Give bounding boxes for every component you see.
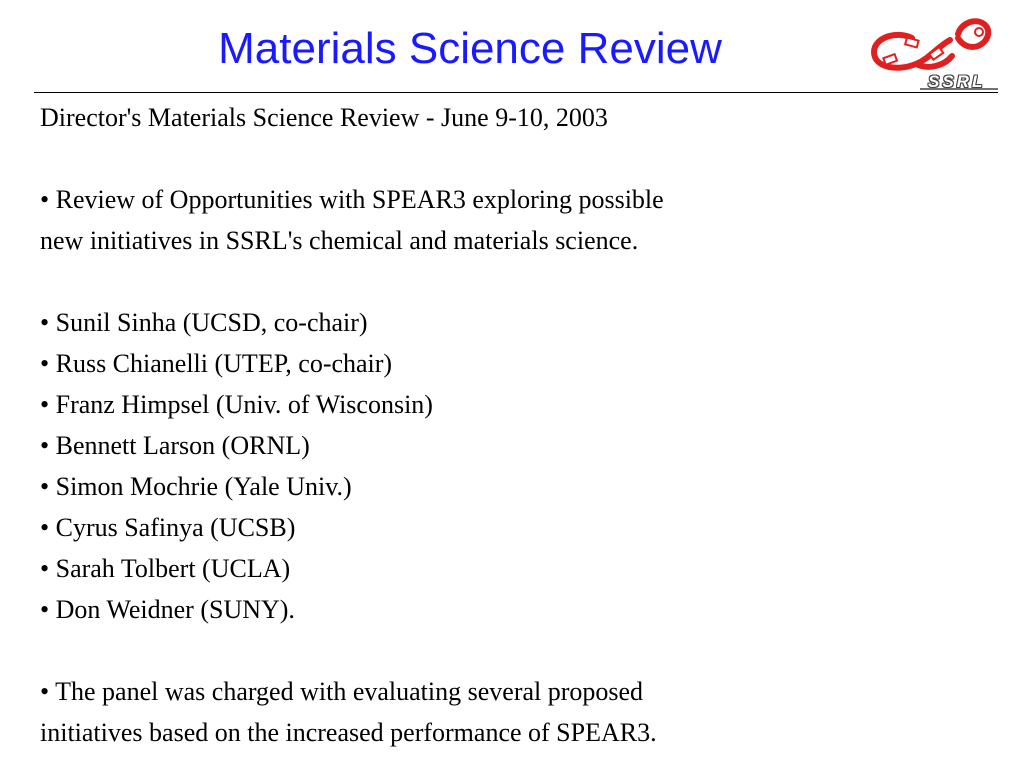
title-divider <box>34 92 998 93</box>
member-list-item: • Simon Mochrie (Yale Univ.) <box>40 472 352 501</box>
slide-body <box>40 97 1000 753</box>
closing-line: • The panel was charged with evaluating several proposed <box>40 677 644 706</box>
closing-line: initiatives based on the increased performance of SPEAR3. <box>40 718 657 747</box>
spacer <box>40 261 1000 302</box>
ssrl-logo-text: SSRL <box>928 72 986 91</box>
member-list-item: • Russ Chianelli (UTEP, co-chair) <box>40 349 393 378</box>
member-list-item: • Don Weidner (SUNY). <box>40 595 295 624</box>
spacer <box>40 138 1000 179</box>
intro-line: • Review of Opportunities with SPEAR3 exploring possible <box>40 185 664 214</box>
review-subtitle: Director's Materials Science Review - June 9-10, 2003 <box>40 103 608 132</box>
member-list-item: • Bennett Larson (ORNL) <box>40 431 310 460</box>
member-list-item: • Franz Himpsel (Univ. of Wisconsin) <box>40 390 433 419</box>
slide-title: Materials Science Review <box>218 24 722 73</box>
intro-line: new initiatives in SSRL's chemical and materials science. <box>40 226 639 255</box>
member-list-item: • Sarah Tolbert (UCLA) <box>40 554 291 583</box>
spacer <box>40 630 1000 671</box>
member-list-item: • Sunil Sinha (UCSD, co-chair) <box>40 308 368 337</box>
member-list-item: • Cyrus Safinya (UCSB) <box>40 513 296 542</box>
